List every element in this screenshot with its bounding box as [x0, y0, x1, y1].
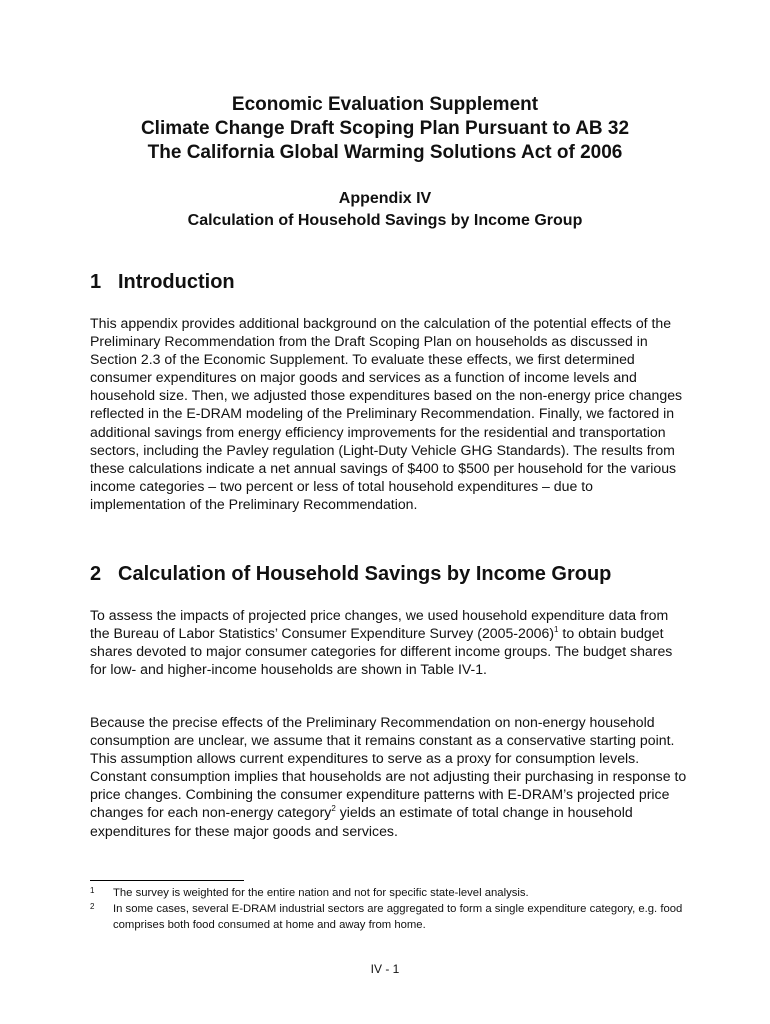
intro-paragraph: This appendix provides additional background on the calculation of the potential effects of the Preliminary Recommendation from the Draft Scoping Plan on households as discussed in Section 2.3 of the Economic Supplement. To evaluate these effects, we first determined consumer expenditures on major goods and services as a function of income levels and household size. Then, we adjusted those expenditures based on the non-energy price changes reflected in the E-DRAM modeling of the Preliminary Recommendation. Finally, we factored in additional savings from energy efficiency improvements for the residential and transportation sectors, including the Pavley regulation (Light-Duty Vehicle GHG Standards). The results from these calculations indicate a net annual savings of $400 to $500 per household for the various income categories – two percent or less of total household expenditures – due to implementation of the Preliminary Recommendation.	[90, 315, 683, 512]
page-number: IV - 1	[370, 962, 400, 976]
appendix-title: Calculation of Household Savings by Income Group	[187, 212, 583, 229]
title-line: Climate Change Draft Scoping Plan Pursuant to AB 32	[140, 118, 630, 139]
appendix-heading	[0, 188, 770, 232]
footnote-text: In some cases, several E-DRAM industrial sectors are aggregated to form a single expenditure category, e.g. food comprises both food consumed at home and away from home.	[113, 903, 683, 931]
paragraph-text: To assess the impacts of projected price changes, we used household expenditure data from the Bureau of Labor Statistics’ Consumer Expenditure Survey (2005-2006)	[90, 607, 669, 642]
document-title	[0, 93, 770, 165]
section-number: 1	[90, 271, 102, 293]
title-line: The California Global Warming Solutions Act of 2006	[147, 142, 623, 163]
section-title: Calculation of Household Savings by Income Group	[118, 563, 612, 585]
paragraph-text: yields an estimate of total change in household expenditures for these major goods and services.	[90, 804, 633, 839]
footnote-ref-2[interactable]: 2	[331, 804, 336, 814]
footnote-divider	[90, 880, 244, 881]
footnote-2	[90, 902, 690, 933]
paragraph-text: Because the precise effects of the Preliminary Recommendation on non-energy household consumption are unclear, we assume that it remains constant as a conservative starting point. This assumption allows current expenditures to serve as a proxy for consumption levels. Constant consumption implies that households are not adjusting their purchasing in response to price changes. Combining the consumer expenditure patterns with E-DRAM’s projected price changes for each non-energy category	[90, 714, 687, 821]
section-2-heading	[90, 562, 611, 586]
section-2-paragraph-2	[90, 713, 690, 840]
footnote-number: 2	[90, 902, 95, 911]
paragraph-text: to obtain budget shares devoted to major consumer categories for different income groups. The budget shares for low- and higher-income households are shown in Table IV-1.	[90, 625, 673, 678]
section-title: Introduction	[118, 271, 235, 293]
footnote-1	[90, 886, 690, 902]
footnote-ref-1[interactable]: 1	[554, 625, 559, 635]
title-line: Economic Evaluation Supplement	[231, 94, 539, 115]
footnote-text: The survey is weighted for the entire nation and not for specific state-level analysis.	[113, 887, 529, 899]
section-number: 2	[90, 563, 102, 585]
footnote-number: 1	[90, 886, 95, 895]
appendix-label: Appendix IV	[338, 190, 432, 207]
section-2-paragraph-1	[90, 606, 690, 678]
section-1-heading	[90, 270, 235, 294]
